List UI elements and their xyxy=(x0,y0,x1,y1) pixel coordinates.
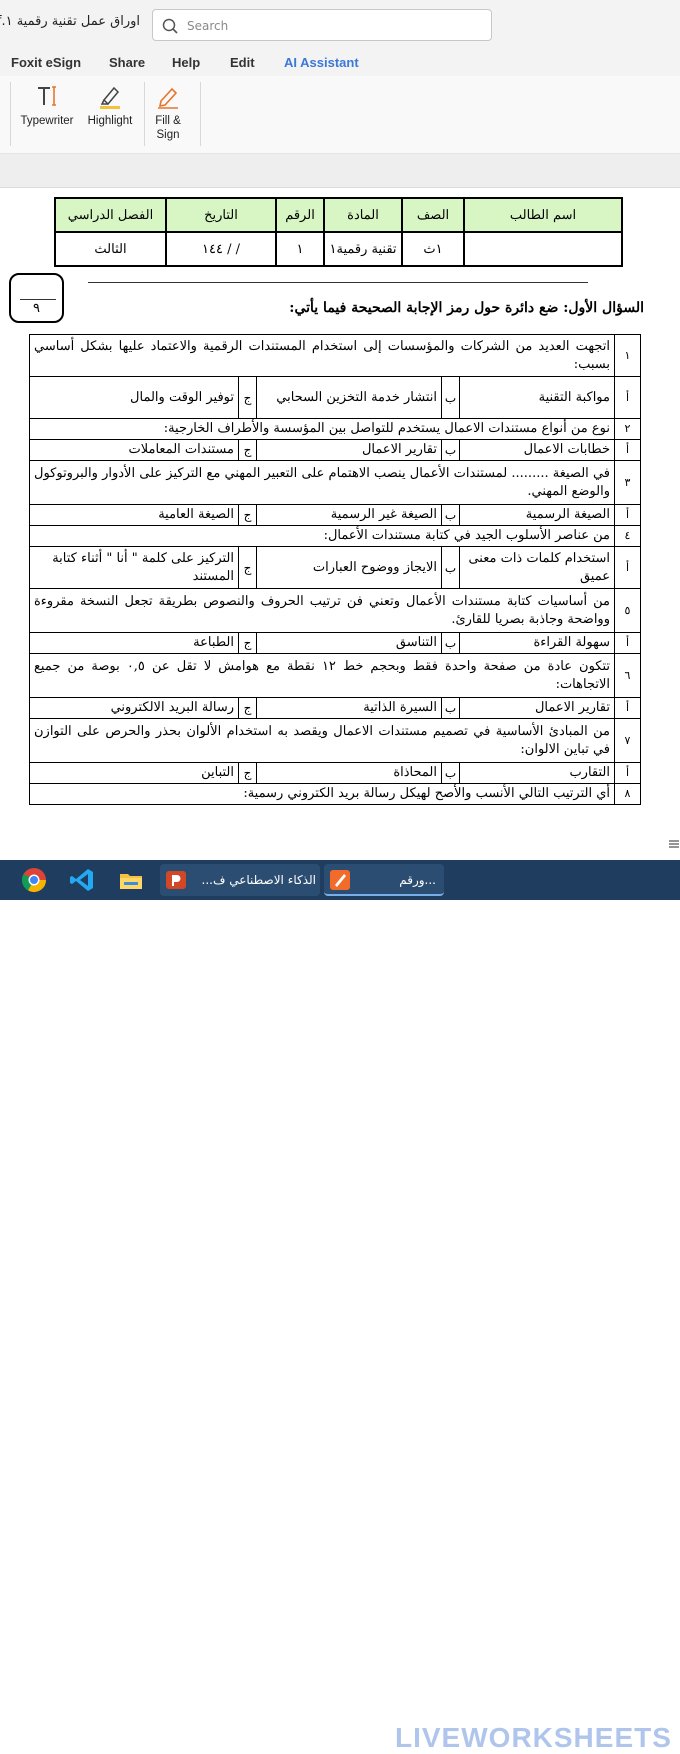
question-number: ١ xyxy=(615,335,641,377)
option-b[interactable]: الصيغة غير الرسمية xyxy=(257,505,442,526)
question-row xyxy=(30,784,641,805)
option-c[interactable]: توفير الوقت والمال xyxy=(30,377,239,419)
option-b-letter[interactable]: ب xyxy=(442,698,460,719)
option-c-letter[interactable]: ج xyxy=(239,698,257,719)
option-a-letter[interactable]: أ xyxy=(615,698,641,719)
fill-sign-button[interactable] xyxy=(148,82,188,142)
list-view-icon[interactable] xyxy=(668,838,680,850)
ribbon-separator xyxy=(144,82,145,146)
options-row xyxy=(30,505,641,526)
option-b-letter[interactable]: ب xyxy=(442,633,460,654)
powerpoint-icon xyxy=(164,868,188,892)
taskbar-app-foxit[interactable] xyxy=(324,864,444,896)
question-text: اتجهت العديد من الشركات والمؤسسات إلى استخدام المستندات الرقمية والاعتماد عليها بشكل أساسي بسبب: xyxy=(30,335,615,377)
option-b-letter[interactable]: ب xyxy=(442,505,460,526)
question-text: تتكون عادة من صفحة واحدة فقط وبحجم خط ١٢ نقطة مع هوامش لا تقل عن ٠,٥ بوصة من جميع الاتجاهات: xyxy=(30,654,615,698)
question-row xyxy=(30,419,641,440)
options-row xyxy=(30,633,641,654)
question-number: ٨ xyxy=(615,784,641,805)
options-row xyxy=(30,698,641,719)
option-b[interactable]: انتشار خدمة التخزين السحابي xyxy=(257,377,442,419)
question-row xyxy=(30,335,641,377)
option-a[interactable]: سهولة القراءة xyxy=(460,633,615,654)
fill-sign-pen-icon xyxy=(154,82,182,110)
search-icon xyxy=(161,17,179,35)
option-a-letter[interactable]: أ xyxy=(615,377,641,419)
value-class: ١ث xyxy=(402,232,464,266)
chrome-icon[interactable] xyxy=(20,866,48,894)
taskbar-app-powerpoint[interactable] xyxy=(160,864,320,896)
question-text: من المبادئ الأساسية في تصميم مستندات الاعمال ويقصد به استخدام الألوان بحذر والحرص على التوازن في تباين الالوان: xyxy=(30,719,615,763)
question-row xyxy=(30,654,641,698)
option-a[interactable]: الصيغة الرسمية xyxy=(460,505,615,526)
search-input[interactable] xyxy=(187,15,477,37)
option-c-letter[interactable]: ج xyxy=(239,763,257,784)
question-number: ٤ xyxy=(615,526,641,547)
option-a[interactable]: مواكبة التقنية xyxy=(460,377,615,419)
question-text: أي الترتيب التالي الأنسب والأصح لهيكل رسالة بريد الكتروني رسمية: xyxy=(30,784,615,805)
option-b[interactable]: تقارير الاعمال xyxy=(257,440,442,461)
value-semester: الثالث xyxy=(55,232,166,266)
windows-taskbar xyxy=(0,860,680,1753)
typewriter-label: Typewriter xyxy=(20,115,74,127)
typewriter-button[interactable] xyxy=(18,82,76,128)
option-c[interactable]: التباين xyxy=(30,763,239,784)
option-c-letter[interactable]: ج xyxy=(239,547,257,589)
header-subject: المادة xyxy=(324,198,402,232)
document-tab-title[interactable]: اوراق عمل تقنية رقمية ١. xyxy=(1,14,140,29)
typewriter-icon xyxy=(33,82,61,110)
question-text: نوع من أنواع مستندات الاعمال يستخدم للتواصل بين المؤسسة والأطراف الخارجية: xyxy=(30,419,615,440)
info-header-row xyxy=(55,198,622,232)
question-text: في الصيغة ......... لمستندات الأعمال ينصب الاهتمام على التعبير المهني مع التركيز على الأدوار والبروتوكول والوضع المهني. xyxy=(30,461,615,505)
option-c-letter[interactable]: ج xyxy=(239,440,257,461)
option-c[interactable]: الصيغة العامية xyxy=(30,505,239,526)
score-line xyxy=(20,299,56,300)
option-c-letter[interactable]: ج xyxy=(239,505,257,526)
ribbon-separator xyxy=(10,82,11,146)
fill-sign-label-line2: Sign xyxy=(156,129,180,141)
option-b-letter[interactable]: ب xyxy=(442,377,460,419)
option-b-letter[interactable]: ب xyxy=(442,440,460,461)
option-c[interactable]: رسالة البريد الالكتروني xyxy=(30,698,239,719)
liveworksheets-watermark: LIVEWORKSHEETS xyxy=(395,1722,672,1753)
header-student-name: اسم الطالب xyxy=(464,198,622,232)
menu-foxit-esign[interactable]: Foxit eSign xyxy=(11,55,82,70)
menu-share[interactable]: Share xyxy=(109,55,146,70)
option-b[interactable]: السيرة الذاتية xyxy=(257,698,442,719)
option-a-letter[interactable]: أ xyxy=(615,633,641,654)
vscode-icon[interactable] xyxy=(68,866,96,894)
student-info-table xyxy=(54,197,623,267)
option-b-letter[interactable]: ب xyxy=(442,763,460,784)
value-student-name[interactable] xyxy=(464,232,622,266)
file-explorer-icon[interactable] xyxy=(117,866,145,894)
option-a-letter[interactable]: أ xyxy=(615,440,641,461)
pdf-page xyxy=(0,188,680,860)
question-text: من عناصر الأسلوب الجيد في كتابة مستندات الأعمال: xyxy=(30,526,615,547)
question-row xyxy=(30,589,641,633)
option-c[interactable]: التركيز على كلمة " أنا " أثناء كتابة المستند xyxy=(30,547,239,589)
info-value-row xyxy=(55,232,622,266)
options-row xyxy=(30,440,641,461)
question-row xyxy=(30,461,641,505)
question-number: ٦ xyxy=(615,654,641,698)
question-title: السؤال الأول: ضع دائرة حول رمز الإجابة الصحيحة فيما يأتي: xyxy=(289,300,644,316)
question-number: ٧ xyxy=(615,719,641,763)
questions-table xyxy=(29,334,641,805)
option-c-letter[interactable]: ج xyxy=(239,377,257,419)
score-value: ٩ xyxy=(33,301,40,316)
menu-help[interactable]: Help xyxy=(172,55,201,70)
question-number: ٥ xyxy=(615,589,641,633)
option-b[interactable]: المحاذاة xyxy=(257,763,442,784)
question-row xyxy=(30,719,641,763)
option-b[interactable]: الايجاز ووضوح العبارات xyxy=(257,547,442,589)
highlight-button[interactable] xyxy=(82,82,138,128)
title-bar xyxy=(0,0,680,50)
menu-bar xyxy=(0,50,680,76)
option-c-letter[interactable]: ج xyxy=(239,633,257,654)
toolbar-strip xyxy=(0,154,680,188)
search-box[interactable] xyxy=(152,9,492,41)
taskbar-app-label: ...ورقم xyxy=(399,873,436,887)
option-a-letter[interactable]: أ xyxy=(615,763,641,784)
option-a[interactable]: تقارير الاعمال xyxy=(460,698,615,719)
question-number: ٣ xyxy=(615,461,641,505)
ribbon-separator xyxy=(200,82,201,146)
score-box xyxy=(9,273,64,323)
highlight-label: Highlight xyxy=(87,115,133,127)
header-number: الرقم xyxy=(276,198,324,232)
highlighter-icon xyxy=(96,82,124,110)
foxit-icon xyxy=(328,868,352,892)
question-text: من أساسيات كتابة مستندات الأعمال وتعني فن ترتيب الحروف والنصوص بطريقة تجعل النسخة مقروءة وواضحة وجاذبة بصريا للقارئ. xyxy=(30,589,615,633)
option-b[interactable]: التناسق xyxy=(257,633,442,654)
value-number: ١ xyxy=(276,232,324,266)
header-semester: الفصل الدراسي xyxy=(55,198,166,232)
question-row xyxy=(30,526,641,547)
option-a-letter[interactable]: أ xyxy=(615,505,641,526)
options-row xyxy=(30,377,641,419)
fill-sign-label-line1: Fill & xyxy=(155,115,181,127)
header-date: التاريخ xyxy=(166,198,276,232)
value-subject: تقنية رقمية١ xyxy=(324,232,402,266)
option-b-letter[interactable]: ب xyxy=(442,547,460,589)
value-date: / / ١٤٤ xyxy=(166,232,276,266)
options-row xyxy=(30,547,641,589)
header-class: الصف xyxy=(402,198,464,232)
taskbar-app-label: الذكاء الاصطناعي ف... xyxy=(201,873,316,887)
option-a-letter[interactable]: أ xyxy=(615,547,641,589)
option-a[interactable]: خطابات الاعمال xyxy=(460,440,615,461)
options-row xyxy=(30,763,641,784)
option-c[interactable]: الطباعة xyxy=(30,633,239,654)
divider-line xyxy=(88,282,588,283)
menu-edit[interactable]: Edit xyxy=(230,55,255,70)
option-a[interactable]: استخدام كلمات ذات معنى عميق xyxy=(460,547,615,589)
option-c[interactable]: مستندات المعاملات xyxy=(30,440,239,461)
question-number: ٢ xyxy=(615,419,641,440)
menu-ai-assistant[interactable]: AI Assistant xyxy=(284,55,359,70)
option-a[interactable]: التقارب xyxy=(460,763,615,784)
ribbon-toolbar xyxy=(0,76,680,154)
